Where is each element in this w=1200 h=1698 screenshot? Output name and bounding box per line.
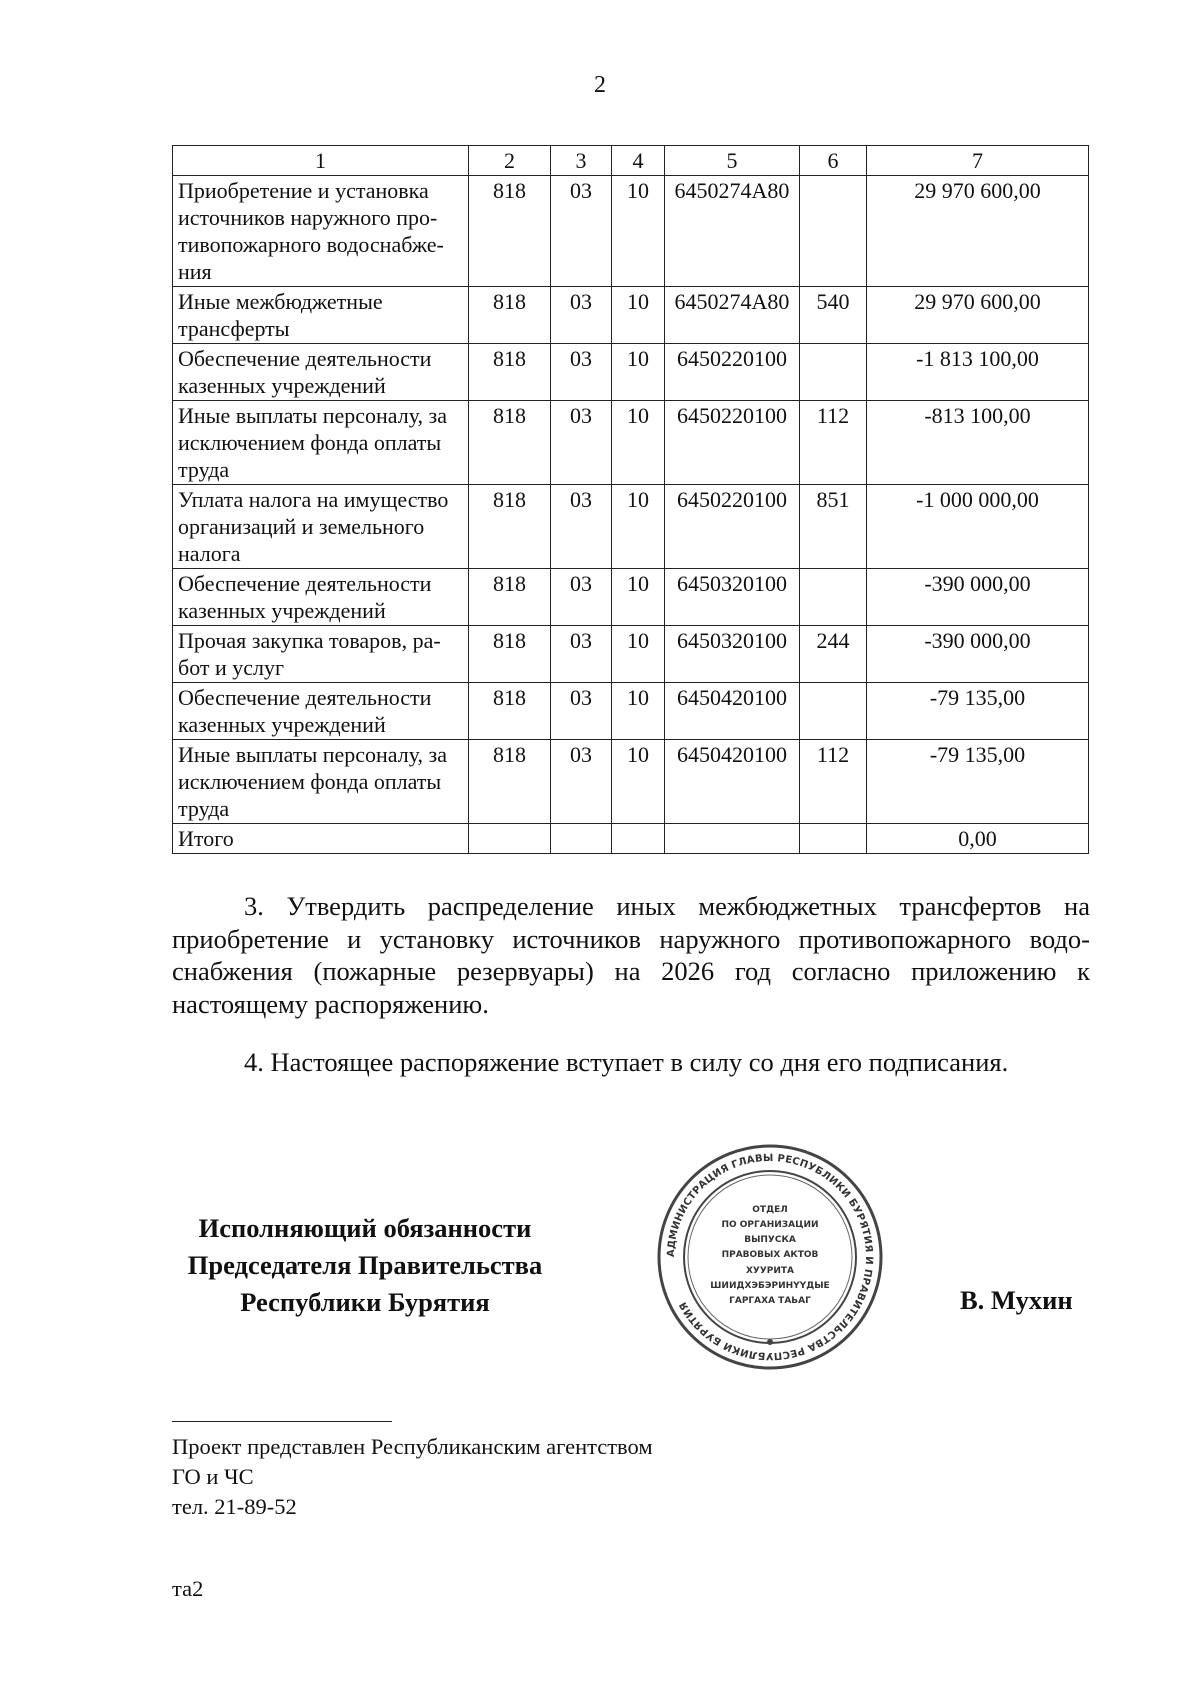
page-number: 2 bbox=[594, 72, 606, 98]
row-code-6 bbox=[800, 824, 867, 854]
row-amount: -813 100,00 bbox=[867, 401, 1089, 485]
header-cell: 6 bbox=[800, 146, 867, 176]
official-stamp bbox=[655, 1142, 885, 1372]
row-code-4: 10 bbox=[612, 569, 665, 626]
row-code-3: 03 bbox=[551, 287, 612, 344]
row-code-5: 6450320100 bbox=[665, 626, 800, 683]
row-name: Иные выплаты персоналу, за исключением фонда оплаты труда bbox=[173, 401, 469, 485]
table-row bbox=[173, 401, 1089, 485]
row-amount: -79 135,00 bbox=[867, 740, 1089, 824]
row-code-6 bbox=[800, 176, 867, 287]
table-row bbox=[173, 626, 1089, 683]
stamp-center-line: ПРАВОВЫХ АКТОВ bbox=[721, 1250, 819, 1260]
row-code-5: 6450420100 bbox=[665, 740, 800, 824]
row-code-6: 244 bbox=[800, 626, 867, 683]
total-label: Итого bbox=[173, 824, 469, 854]
paragraph-3: 3. Утвердить распределение иных межбюджетных трансфертов на приобретение и установку источников наружного противопожарного водо-снабжения (пожарные резервуары) на 2026 год согласно приложению к настоящему распоряжению. bbox=[172, 891, 1090, 1019]
footer-note bbox=[172, 1432, 653, 1522]
signer-name: В. Мухин bbox=[960, 1285, 1073, 1315]
paragraph-4: 4. Настоящее распоряжение вступает в силу со дня его подписания. bbox=[244, 1047, 1009, 1077]
stamp-center-line: ПО ОРГАНИЗАЦИИ bbox=[721, 1220, 819, 1230]
row-code-6 bbox=[800, 344, 867, 401]
row-name: Иные межбюджетные трансферты bbox=[173, 287, 469, 344]
row-code-5: 6450420100 bbox=[665, 683, 800, 740]
signer-title-line: Исполняющий обязанности bbox=[198, 1213, 532, 1243]
table-row bbox=[173, 569, 1089, 626]
row-name: Прочая закупка товаров, ра-бот и услуг bbox=[173, 626, 469, 683]
row-amount: -1 000 000,00 bbox=[867, 485, 1089, 569]
table-header-row bbox=[173, 146, 1089, 176]
stamp-center-line: ОТДЕЛ bbox=[752, 1205, 788, 1215]
header-cell: 4 bbox=[612, 146, 665, 176]
row-code-2: 818 bbox=[469, 626, 551, 683]
stamp-center-line: ВЫПУСКА bbox=[744, 1235, 796, 1245]
row-code-3: 03 bbox=[551, 626, 612, 683]
row-code-2: 818 bbox=[469, 344, 551, 401]
row-code-5: 6450220100 bbox=[665, 401, 800, 485]
row-code-3: 03 bbox=[551, 740, 612, 824]
row-name: Уплата налога на имущество организаций и земельного налога bbox=[173, 485, 469, 569]
header-cell: 7 bbox=[867, 146, 1089, 176]
row-code-3 bbox=[551, 824, 612, 854]
signer-title-line: Республики Бурятия bbox=[240, 1287, 490, 1317]
row-amount: -390 000,00 bbox=[867, 569, 1089, 626]
row-code-5: 6450220100 bbox=[665, 485, 800, 569]
table-row bbox=[173, 485, 1089, 569]
stamp-center-line: ХУУРИТА bbox=[745, 1266, 795, 1276]
row-code-6: 540 bbox=[800, 287, 867, 344]
footer-divider bbox=[172, 1421, 392, 1422]
row-code-6: 851 bbox=[800, 485, 867, 569]
row-code-4: 10 bbox=[612, 287, 665, 344]
row-code-4: 10 bbox=[612, 344, 665, 401]
document-code: та2 bbox=[172, 1576, 204, 1601]
row-code-4: 10 bbox=[612, 740, 665, 824]
row-amount: -1 813 100,00 bbox=[867, 344, 1089, 401]
row-amount: -390 000,00 bbox=[867, 626, 1089, 683]
table-row bbox=[173, 740, 1089, 824]
row-code-4: 10 bbox=[612, 401, 665, 485]
row-code-2 bbox=[469, 824, 551, 854]
row-code-3: 03 bbox=[551, 683, 612, 740]
row-code-2: 818 bbox=[469, 485, 551, 569]
row-name: Приобретение и установка источников наружного про-тивопожарного водоснабже-ния bbox=[173, 176, 469, 287]
row-code-4: 10 bbox=[612, 683, 665, 740]
row-code-4: 10 bbox=[612, 485, 665, 569]
table-row bbox=[173, 176, 1089, 287]
header-cell: 2 bbox=[469, 146, 551, 176]
row-code-6 bbox=[800, 569, 867, 626]
header-cell: 5 bbox=[665, 146, 800, 176]
row-code-6: 112 bbox=[800, 401, 867, 485]
row-code-4: 10 bbox=[612, 626, 665, 683]
row-name: Иные выплаты персоналу, за исключением фонда оплаты труда bbox=[173, 740, 469, 824]
row-code-2: 818 bbox=[469, 176, 551, 287]
row-code-5: 6450274А80 bbox=[665, 287, 800, 344]
stamp-center-line: ШИИДХЭБЭРИНҮҮДЫЕ bbox=[710, 1281, 830, 1291]
stamp-outer-text: АДМИНИСТРАЦИЯ ГЛАВЫ РЕСПУБЛИКИ БУРЯТИЯ И ПРАВИТЕЛЬСТВА РЕСПУБЛИКИ БУРЯТИЯ bbox=[665, 1152, 875, 1362]
row-code-5: 6450220100 bbox=[665, 344, 800, 401]
row-code-2: 818 bbox=[469, 287, 551, 344]
stamp-center-line: ГАРГАХА ТАЬАГ bbox=[729, 1296, 811, 1306]
row-code-2: 818 bbox=[469, 401, 551, 485]
signer-title bbox=[170, 1210, 560, 1321]
row-amount: -79 135,00 bbox=[867, 683, 1089, 740]
row-code-3: 03 bbox=[551, 176, 612, 287]
row-code-4 bbox=[612, 824, 665, 854]
row-code-2: 818 bbox=[469, 740, 551, 824]
header-cell: 3 bbox=[551, 146, 612, 176]
row-name: Обеспечение деятельности казенных учреждений bbox=[173, 569, 469, 626]
row-code-3: 03 bbox=[551, 485, 612, 569]
table-total-row bbox=[173, 824, 1089, 854]
row-code-2: 818 bbox=[469, 683, 551, 740]
row-code-5: 6450274А80 bbox=[665, 176, 800, 287]
row-amount: 29 970 600,00 bbox=[867, 287, 1089, 344]
table-row bbox=[173, 344, 1089, 401]
footer-line: ГО и ЧС bbox=[172, 1464, 254, 1489]
row-code-3: 03 bbox=[551, 401, 612, 485]
row-name: Обеспечение деятельности казенных учреждений bbox=[173, 344, 469, 401]
row-code-5 bbox=[665, 824, 800, 854]
footer-line: Проект представлен Республиканским агентством bbox=[172, 1434, 653, 1459]
table-row bbox=[173, 287, 1089, 344]
row-code-3: 03 bbox=[551, 569, 612, 626]
row-code-3: 03 bbox=[551, 344, 612, 401]
total-amount: 0,00 bbox=[867, 824, 1089, 854]
row-amount: 29 970 600,00 bbox=[867, 176, 1089, 287]
row-code-5: 6450320100 bbox=[665, 569, 800, 626]
header-cell: 1 bbox=[173, 146, 469, 176]
row-code-6: 112 bbox=[800, 740, 867, 824]
row-code-6 bbox=[800, 683, 867, 740]
row-name: Обеспечение деятельности казенных учреждений bbox=[173, 683, 469, 740]
budget-table bbox=[172, 145, 1089, 854]
row-code-2: 818 bbox=[469, 569, 551, 626]
footer-line: тел. 21-89-52 bbox=[172, 1494, 297, 1519]
stamp-star-icon bbox=[767, 1339, 773, 1345]
table-row bbox=[173, 683, 1089, 740]
row-code-4: 10 bbox=[612, 176, 665, 287]
signer-title-line: Председателя Правительства bbox=[187, 1250, 543, 1280]
